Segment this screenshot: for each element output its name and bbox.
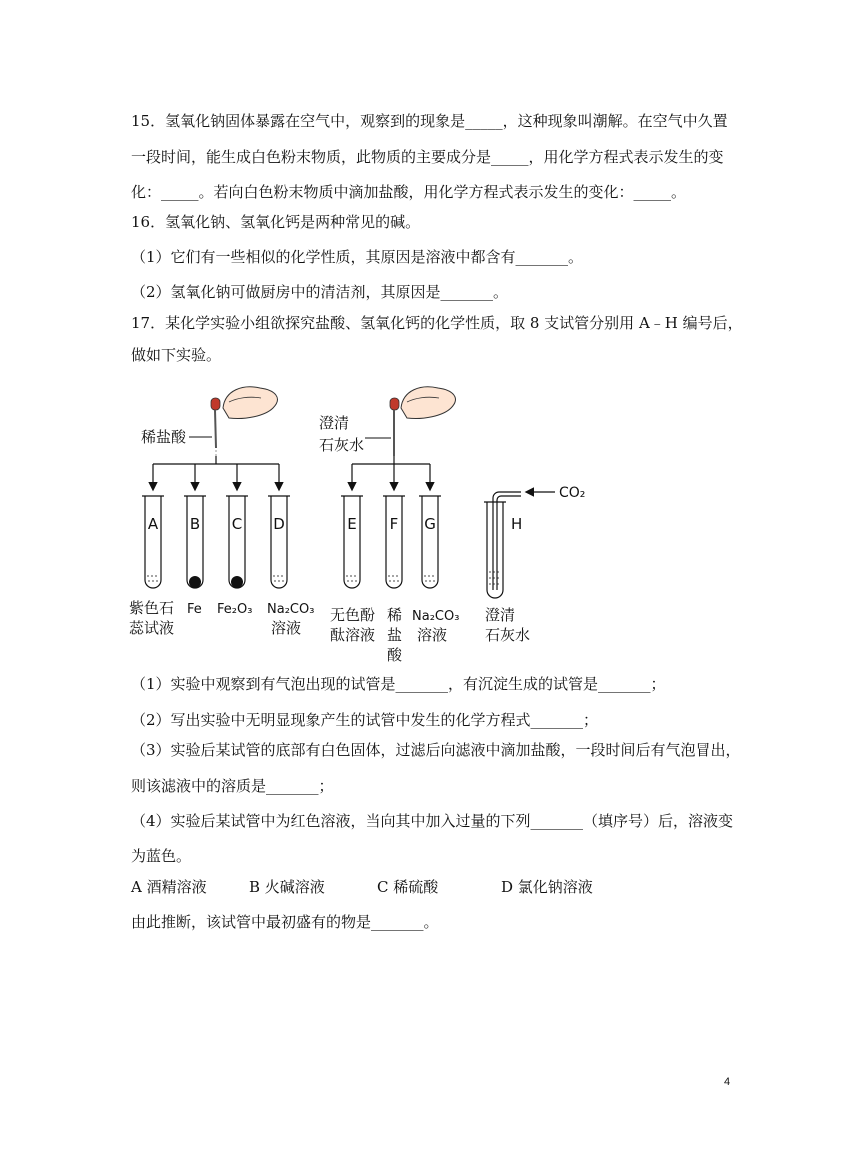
test-tube-C bbox=[226, 496, 248, 588]
content-F-line-1: 稀 bbox=[387, 606, 403, 624]
content-A-line-2: 蕊试液 bbox=[129, 619, 175, 637]
tube-label-E: E bbox=[347, 515, 357, 533]
q15-line-2: 一段时间，能生成白色粉末物质，此物质的主要成分是_____，用化学方程式表示发生的变 bbox=[131, 148, 724, 166]
option-D: D 氯化钠溶液 bbox=[501, 878, 593, 896]
page-number: 4 bbox=[724, 1076, 731, 1088]
q17-stem-line-2: 做如下实验。 bbox=[131, 346, 222, 364]
q17-stem-line-1: 17．某化学实验小组欲探究盐酸、氢氧化钙的化学性质，取 8 支试管分别用 A﹣H 编号后， bbox=[131, 314, 743, 332]
content-H-line-1: 澄清 bbox=[485, 606, 516, 624]
content-D-line-2: 溶液 bbox=[271, 619, 302, 637]
tube-label-G: G bbox=[424, 515, 436, 533]
tube-label-H: H bbox=[511, 515, 523, 533]
test-tube-H bbox=[484, 492, 521, 598]
q17-part-1: （1）实验中观察到有气泡出现的试管是_______，有沉淀生成的试管是_______； bbox=[131, 675, 666, 693]
test-tube-G bbox=[419, 496, 441, 588]
content-A-line-1: 紫色石 bbox=[129, 599, 175, 617]
dropper-hand-left bbox=[211, 387, 277, 456]
content-F-line-3: 酸 bbox=[387, 646, 403, 664]
content-F-line-2: 盐 bbox=[387, 626, 403, 644]
experiment-figure bbox=[125, 380, 595, 670]
test-tube-B bbox=[184, 496, 206, 588]
tube-label-C: C bbox=[231, 515, 243, 533]
option-A: A 酒精溶液 bbox=[131, 878, 207, 896]
option-B: B 火碱溶液 bbox=[249, 878, 325, 896]
content-C: Fe₂O₃ bbox=[217, 602, 253, 617]
content-G-line-2: 溶液 bbox=[417, 626, 448, 644]
dropper2-label-line-1: 澄清 bbox=[319, 414, 350, 432]
dropper2-label-line-2: 石灰水 bbox=[319, 436, 365, 454]
test-tube-D bbox=[268, 496, 290, 588]
tube-label-D: D bbox=[273, 515, 285, 533]
branch-arrows-left bbox=[153, 456, 279, 489]
content-G-line-1: Na₂CO₃ bbox=[412, 609, 460, 624]
q17-part-4-line-1: （4）实验后某试管中为红色溶液，当向其中加入过量的下列_______（填序号）后，溶液变 bbox=[131, 812, 734, 830]
content-H-line-2: 石灰水 bbox=[485, 626, 531, 644]
test-tube-E bbox=[341, 496, 363, 588]
dropper-hand-right bbox=[390, 387, 455, 456]
option-C: C 稀硫酸 bbox=[377, 878, 439, 896]
q17-part-2: （2）写出实验中无明显现象产生的试管中发生的化学方程式_______； bbox=[131, 711, 599, 729]
content-E-line-2: 酞溶液 bbox=[330, 626, 376, 644]
tube-label-B: B bbox=[189, 515, 201, 533]
q15-line-1: 15．氢氧化钠固体暴露在空气中，观察到的现象是_____，这种现象叫潮解。在空气中久置 bbox=[131, 112, 728, 130]
tube-label-F: F bbox=[389, 515, 399, 533]
q17-part-4-line-2: 为蓝色。 bbox=[131, 847, 192, 865]
test-tube-F bbox=[383, 496, 405, 588]
q17-part-3-line-1: （3）实验后某试管的底部有白色固体，过滤后向滤液中滴加盐酸，一段时间后有气泡冒出， bbox=[131, 741, 741, 759]
q16-part-1: （1）它们有一些相似的化学性质，其原因是溶液中都含有_______。 bbox=[131, 248, 584, 266]
content-B: Fe bbox=[187, 602, 202, 617]
q17-part-3-line-2: 则该滤液中的溶质是_______； bbox=[131, 777, 334, 795]
tube-label-A: A bbox=[147, 515, 159, 533]
co2-label: CO₂ bbox=[559, 485, 586, 501]
content-E-line-1: 无色酚 bbox=[330, 606, 376, 624]
q17-conclusion: 由此推断，该试管中最初盛有的物是_______。 bbox=[131, 913, 439, 931]
test-tube-A bbox=[142, 496, 164, 588]
q15-line-3: 化：_____。若向白色粉末物质中滴加盐酸，用化学方程式表示发生的变化：_____。 bbox=[131, 183, 687, 201]
branch-arrows-right bbox=[352, 456, 430, 489]
dropper1-label: 稀盐酸 bbox=[141, 428, 187, 446]
q16-stem: 16．氢氧化钠、氢氧化钙是两种常见的碱。 bbox=[131, 213, 421, 231]
content-D-line-1: Na₂CO₃ bbox=[267, 602, 315, 617]
q16-part-2: （2）氢氧化钠可做厨房中的清洁剂，其原因是_______。 bbox=[131, 283, 509, 301]
